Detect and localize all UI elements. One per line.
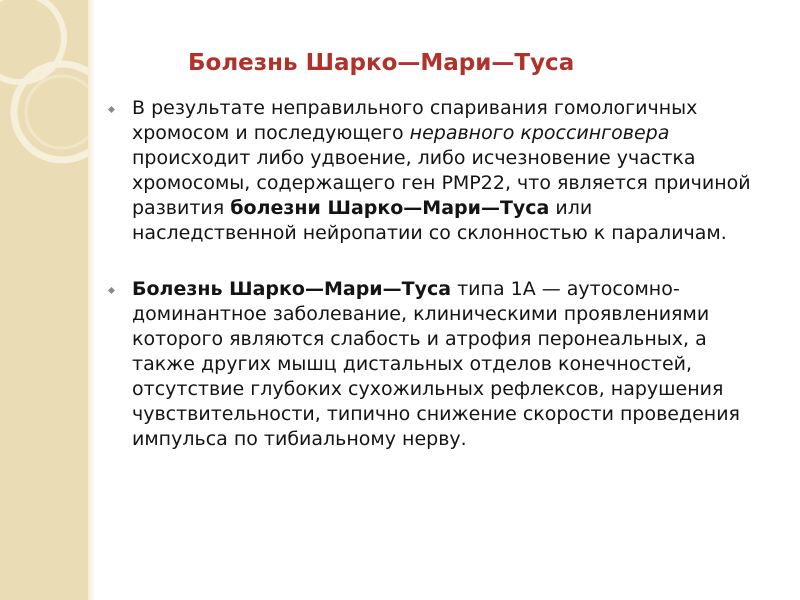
bold-term: болезни Шарко—Мари—Туса xyxy=(230,197,550,219)
text-run: В результате неправильного спаривания гомологичных хромосом и последующего xyxy=(132,97,698,144)
text-run: типа 1А — аутосомно-доминантное заболевание, клиническими проявлениями которого являются слабость и атрофия перонеальных, а также других мышц дистальных отделов конечностей, отсутствие глубоких сухожильных рефлексов, нарушения чувствительности, типично снижение скорости проведения импульса по тибиальному нерву. xyxy=(132,278,740,450)
slide-title: Болезнь Шарко—Мари—Туса xyxy=(188,50,575,76)
bold-term: Болезнь Шарко—Мари—Туса xyxy=(132,278,452,300)
text-run: или наследственной нейропатии со склонностью к параличам. xyxy=(132,197,727,244)
diamond-bullet-icon xyxy=(108,106,115,113)
sidebar-edge xyxy=(88,0,95,600)
decorative-circles-icon xyxy=(0,0,88,600)
text-run: происходит либо удвоение, либо исчезновение участка хромосомы, содержащего ген PMP22, что является причиной развития xyxy=(132,147,751,219)
italic-term: неравного кроссинговера xyxy=(409,122,670,144)
bullet-paragraph-1 xyxy=(108,96,758,246)
bullet-paragraph-2 xyxy=(108,277,758,452)
slide-body xyxy=(108,96,758,452)
decorative-sidebar xyxy=(0,0,88,600)
diamond-bullet-icon xyxy=(108,287,115,294)
